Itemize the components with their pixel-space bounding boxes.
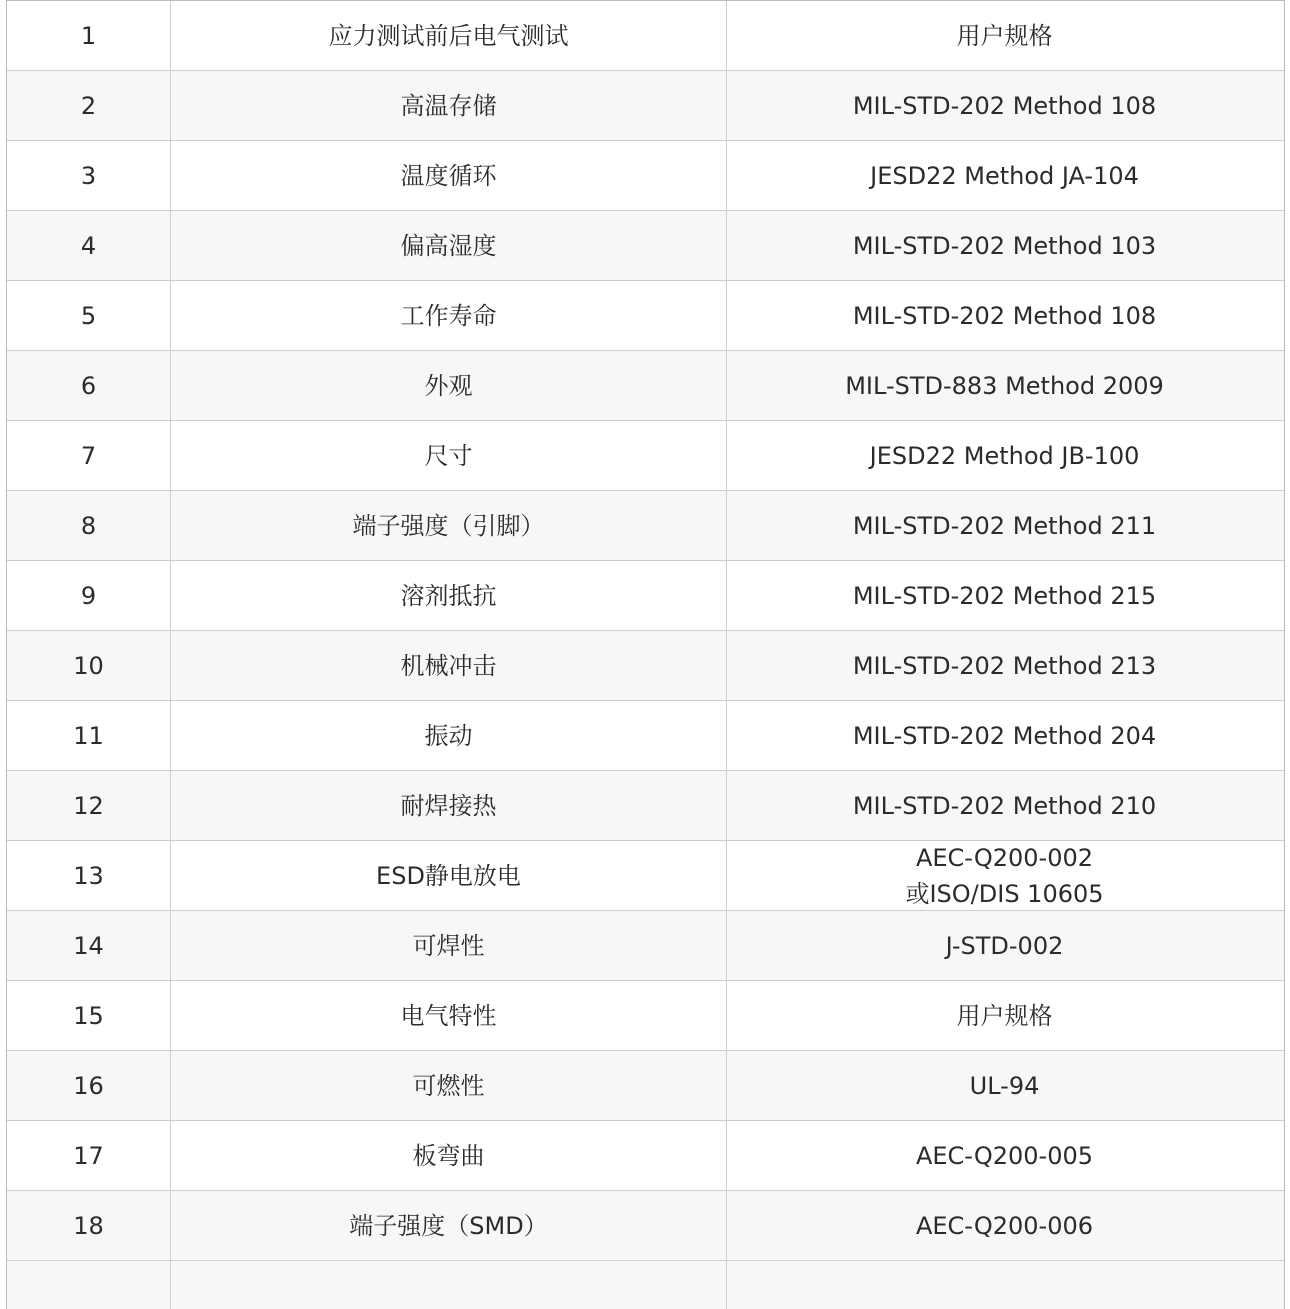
table-row <box>7 71 1284 141</box>
standard-line: MIL-STD-202 Method 210 <box>852 791 1157 820</box>
standard-line: AEC-Q200-002 <box>915 843 1094 872</box>
test-item-cell: 高温存储 <box>171 71 727 140</box>
standard-cell <box>727 1 1282 70</box>
table-row <box>7 701 1284 771</box>
table-row <box>7 211 1284 281</box>
row-number-cell: 2 <box>7 71 171 140</box>
test-item-cell: 机械冲击 <box>171 631 727 700</box>
standard-cell <box>727 911 1282 980</box>
standard-line: MIL-STD-202 Method 213 <box>852 651 1157 680</box>
standard-cell <box>727 561 1282 630</box>
row-number-cell: 11 <box>7 701 171 770</box>
row-number-cell: 10 <box>7 631 171 700</box>
row-number-cell: 14 <box>7 911 171 980</box>
row-number-cell: 15 <box>7 981 171 1050</box>
test-item-cell: 可燃性 <box>171 1051 727 1120</box>
test-item-cell: 外观 <box>171 351 727 420</box>
standard-line: MIL-STD-202 Method 211 <box>852 511 1157 540</box>
row-number-cell: 8 <box>7 491 171 560</box>
table-row <box>7 281 1284 351</box>
table-row <box>7 911 1284 981</box>
standard-cell <box>727 71 1282 140</box>
table-row <box>7 771 1284 841</box>
standard-cell <box>727 351 1282 420</box>
table-row-partial <box>7 1261 1284 1309</box>
empty-cell <box>7 1261 171 1309</box>
table-row <box>7 1121 1284 1191</box>
table-row <box>7 1191 1284 1261</box>
test-item-cell: 耐焊接热 <box>171 771 727 840</box>
standard-line: 或ISO/DIS 10605 <box>905 879 1104 908</box>
standard-line: J-STD-002 <box>945 931 1064 960</box>
standard-line: UL-94 <box>969 1071 1040 1100</box>
table-row <box>7 141 1284 211</box>
empty-cell <box>727 1261 1282 1309</box>
test-item-cell: 振动 <box>171 701 727 770</box>
test-item-cell: 工作寿命 <box>171 281 727 350</box>
standard-cell <box>727 421 1282 490</box>
standard-cell <box>727 771 1282 840</box>
test-item-cell: 端子强度（引脚） <box>171 491 727 560</box>
standard-cell <box>727 631 1282 700</box>
standard-line: AEC-Q200-006 <box>915 1211 1094 1240</box>
table-row <box>7 841 1284 911</box>
standard-line: MIL-STD-202 Method 108 <box>852 301 1157 330</box>
standard-line: 用户规格 <box>956 21 1053 50</box>
test-item-cell: ESD静电放电 <box>171 841 727 910</box>
test-item-cell: 偏高湿度 <box>171 211 727 280</box>
test-item-cell: 应力测试前后电气测试 <box>171 1 727 70</box>
row-number-cell: 17 <box>7 1121 171 1190</box>
row-number-cell: 18 <box>7 1191 171 1260</box>
standard-cell <box>727 981 1282 1050</box>
row-number-cell: 16 <box>7 1051 171 1120</box>
standard-cell <box>727 1191 1282 1260</box>
standard-cell <box>727 141 1282 210</box>
test-item-cell: 端子强度（SMD） <box>171 1191 727 1260</box>
test-item-cell: 溶剂抵抗 <box>171 561 727 630</box>
standard-line: MIL-STD-202 Method 108 <box>852 91 1157 120</box>
row-number-cell: 7 <box>7 421 171 490</box>
row-number-cell: 4 <box>7 211 171 280</box>
table-row <box>7 561 1284 631</box>
table-row <box>7 421 1284 491</box>
row-number-cell: 9 <box>7 561 171 630</box>
row-number-cell: 1 <box>7 1 171 70</box>
test-item-cell: 温度循环 <box>171 141 727 210</box>
standard-line: AEC-Q200-005 <box>915 1141 1094 1170</box>
standard-line: MIL-STD-883 Method 2009 <box>845 371 1164 400</box>
table-row <box>7 1051 1284 1121</box>
standard-cell <box>727 1051 1282 1120</box>
standard-cell <box>727 1121 1282 1190</box>
row-number-cell: 12 <box>7 771 171 840</box>
standard-cell <box>727 491 1282 560</box>
standard-cell <box>727 211 1282 280</box>
table-row <box>7 491 1284 561</box>
standard-line: MIL-STD-202 Method 204 <box>852 721 1157 750</box>
row-number-cell: 6 <box>7 351 171 420</box>
standard-line: JESD22 Method JA-104 <box>870 161 1139 190</box>
standard-cell <box>727 841 1282 910</box>
standard-line: JESD22 Method JB-100 <box>869 441 1140 470</box>
test-standards-table <box>6 0 1285 1309</box>
standard-cell <box>727 281 1282 350</box>
standard-line: MIL-STD-202 Method 103 <box>852 231 1157 260</box>
row-number-cell: 5 <box>7 281 171 350</box>
test-item-cell: 尺寸 <box>171 421 727 490</box>
standard-line: MIL-STD-202 Method 215 <box>852 581 1157 610</box>
test-item-cell: 板弯曲 <box>171 1121 727 1190</box>
standard-cell <box>727 701 1282 770</box>
table-row <box>7 1 1284 71</box>
table-row <box>7 981 1284 1051</box>
test-item-cell: 电气特性 <box>171 981 727 1050</box>
table-row <box>7 631 1284 701</box>
standard-line: 用户规格 <box>956 1001 1053 1030</box>
row-number-cell: 3 <box>7 141 171 210</box>
table-row <box>7 351 1284 421</box>
test-item-cell: 可焊性 <box>171 911 727 980</box>
empty-cell <box>171 1261 727 1309</box>
row-number-cell: 13 <box>7 841 171 910</box>
